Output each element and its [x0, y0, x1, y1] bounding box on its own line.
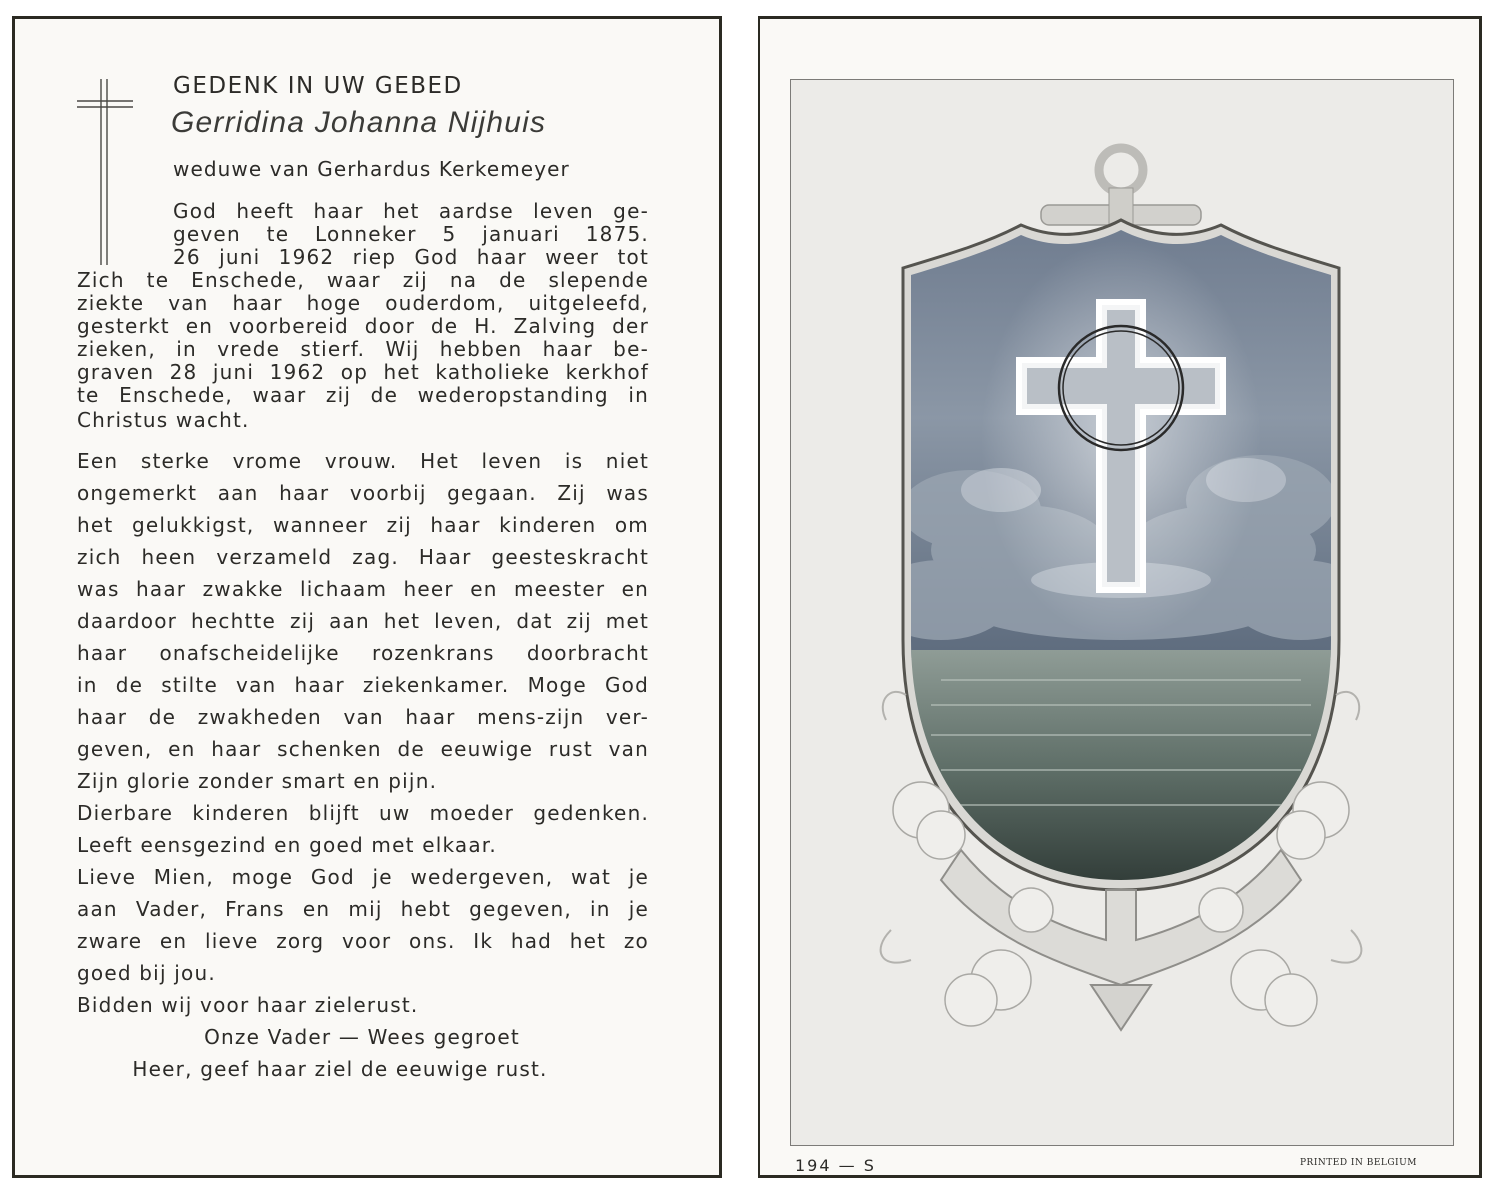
small-cross-icon	[75, 77, 135, 267]
text-line: daardoor hechtte zij aan het leven, dat zij met	[77, 609, 649, 633]
anchor-icon	[1041, 148, 1201, 228]
text-line: was haar zwakke lichaam heer en meester en	[77, 577, 649, 601]
item-code: 194 — S	[795, 1156, 876, 1175]
text-line: Zijn glorie zonder smart en pijn.	[77, 769, 438, 793]
text-line: in de stilte van haar ziekenkamer. Moge God	[77, 673, 649, 697]
text-line: geven te Lonneker 5 januari 1875.	[173, 222, 649, 246]
widow-of-line: weduwe van Gerhardus Kerkemeyer	[173, 157, 570, 181]
text-line: Bidden wij voor haar zielerust.	[77, 993, 419, 1017]
right-card-picture-side	[758, 16, 1482, 1178]
text-line: God heeft haar het aardse leven ge-	[173, 199, 649, 223]
text-line: Christus wacht.	[77, 408, 250, 432]
devotional-picture	[790, 79, 1454, 1146]
text-line: 26 juni 1962 riep God haar weer tot	[173, 245, 649, 269]
cross-icon	[981, 240, 1261, 640]
text-line: ongemerkt aan haar voorbij gegaan. Zij was	[77, 481, 649, 505]
text-line: haar de zwakheden van haar mens-zijn ver-	[77, 705, 649, 729]
text-line: aan Vader, Frans en mij hebt gegeven, in je	[77, 897, 649, 921]
picture-illustration	[791, 80, 1453, 1145]
text-line: Een sterke vrome vrouw. Het leven is niet	[77, 449, 649, 473]
text-line: zieken, in vrede stierf. Wij hebben haar be-	[77, 337, 649, 361]
text-line: zware en lieve zorg voor ons. Ik had het zo	[77, 929, 649, 953]
text-line: ziekte van haar hoge ouderdom, uitgeleefd,	[77, 291, 649, 315]
text-line: gesterkt en voorbereid door de H. Zalving der	[77, 314, 649, 338]
text-line: Dierbare kinderen blijft uw moeder gedenken.	[77, 801, 649, 825]
text-line: haar onafscheidelijke rozenkrans doorbracht	[77, 641, 649, 665]
closing-line: Heer, geef haar ziel de eeuwige rust.	[132, 1057, 548, 1081]
text-line: goed bij jou.	[77, 961, 216, 985]
text-line: te Enschede, waar zij de wederopstanding in	[77, 383, 649, 407]
text-line: graven 28 juni 1962 op het katholieke kerkhof	[77, 360, 649, 384]
prayer-line: Onze Vader — Wees gegroet	[204, 1025, 520, 1049]
text-line: geven, en haar schenken de eeuwige rust van	[77, 737, 649, 761]
text-line: Leeft eensgezind en goed met elkaar.	[77, 833, 497, 857]
printed-in-label: PRINTED IN BELGIUM	[1300, 1158, 1417, 1168]
text-line: het gelukkigst, wanneer zij haar kinderen om	[77, 513, 649, 537]
heading-gedenk: GEDENK IN UW GEBED	[173, 73, 463, 99]
left-card-text-side	[12, 16, 722, 1178]
text-line: Zich te Enschede, waar zij na de slepende	[77, 268, 649, 292]
text-line: zich heen verzameld zag. Haar geesteskracht	[77, 545, 649, 569]
text-line: Lieve Mien, moge God je wedergeven, wat je	[77, 865, 649, 889]
deceased-name: Gerridina Johanna Nijhuis	[171, 106, 547, 139]
